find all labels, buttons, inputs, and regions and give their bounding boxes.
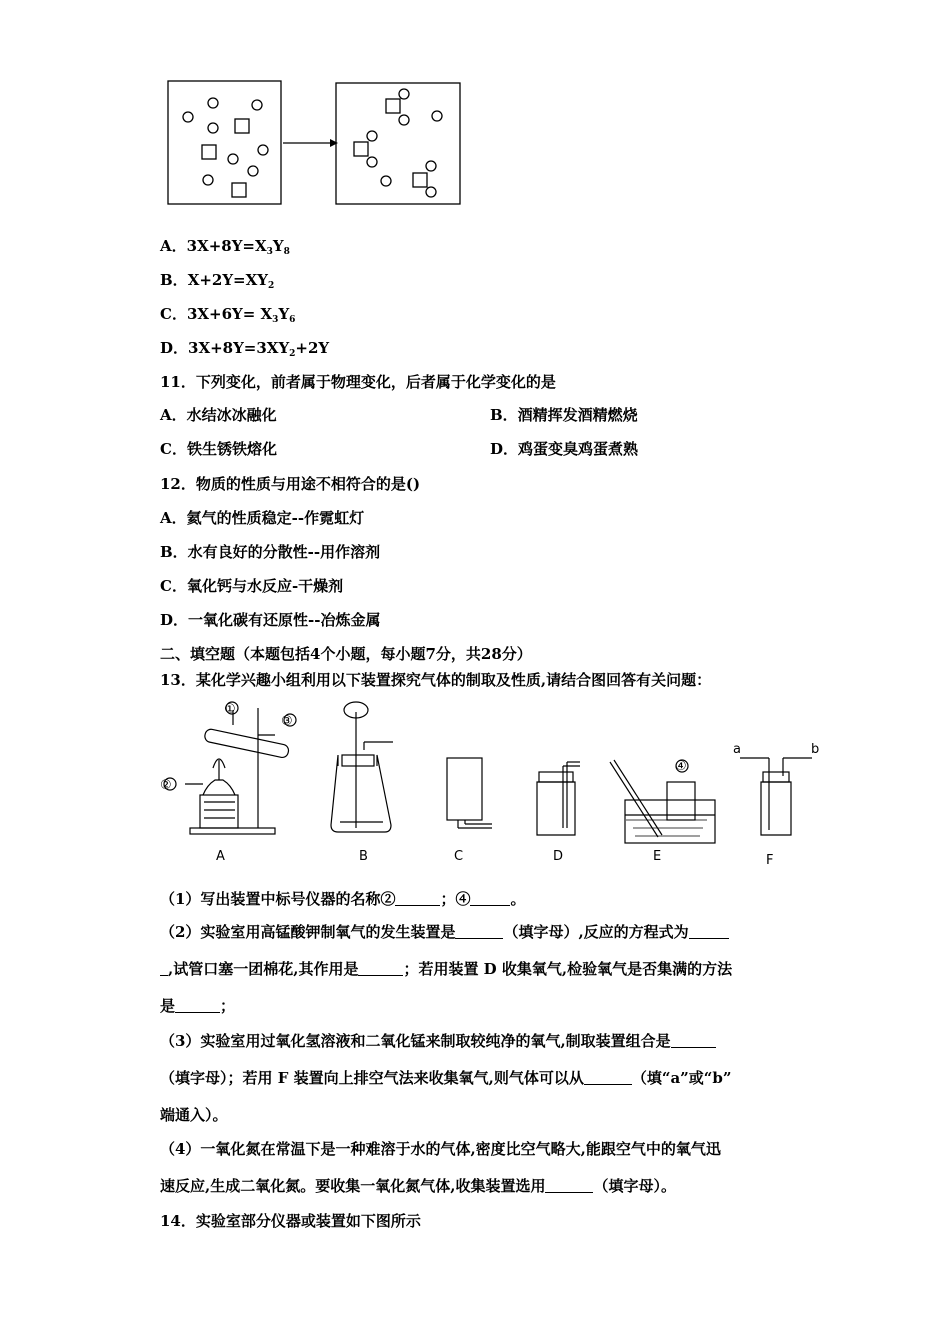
label-E: E <box>653 849 662 864</box>
q13-part1: （1）写出装置中标号仪器的名称② ；④ 。 <box>160 890 526 908</box>
label-A: A <box>216 849 225 864</box>
q10-option-c: C．$3X+6Y= X_3Y_6$ <box>160 305 296 325</box>
label-C: C <box>454 849 464 864</box>
q12-option-d: D．一氧化碳有还原性--冶炼金属 <box>160 611 381 629</box>
section-title: 二、填空题（本题包括4个小题，每小题7分，共28分） <box>160 645 532 663</box>
apparatus-diagram <box>155 700 835 850</box>
q14-stem: 14．实验室部分仪器或装置如下图所示 <box>160 1212 421 1230</box>
answer-blank[interactable] <box>584 1070 632 1085</box>
marker-1: ① <box>224 702 236 717</box>
q13-part4-line2: 速反应,生成二氧化氮。要收集一氧化氮气体,收集装置选用 （填字母）。 <box>160 1177 676 1195</box>
q13-part2-line2: ,试管口塞一团棉花,其作用是 ；若用装置 D 收集氧气,检验氧气是否集满的方法 <box>160 959 732 979</box>
q12-stem: 12．物质的性质与用途不相符合的是() <box>160 475 421 493</box>
q11-option-c: C．铁生锈铁熔化 <box>160 440 277 458</box>
marker-3: ③ <box>281 714 293 729</box>
q13-part4-line1: （4）一氧化氮在常温下是一种难溶于水的气体,密度比空气略大,能跟空气中的氧气迅 <box>160 1140 721 1158</box>
answer-blank[interactable] <box>455 924 503 939</box>
port-b: b <box>811 742 820 757</box>
marker-4: ④ <box>675 759 687 774</box>
q13-part2-line1: （2）实验室用高锰酸钾制氧气的发生装置是 （填字母）,反应的方程式为 <box>160 922 729 942</box>
answer-blank[interactable] <box>358 961 403 976</box>
q12-option-b: B．水有良好的分散性--用作溶剂 <box>160 543 381 561</box>
answer-blank[interactable] <box>545 1178 593 1193</box>
answer-blank[interactable] <box>160 961 168 976</box>
label-D: D <box>553 849 564 864</box>
q12-option-c: C．氧化钙与水反应-干燥剂 <box>160 577 344 595</box>
q13-part3-line3: 端通入）。 <box>160 1106 228 1124</box>
marker-2: ② <box>160 778 172 793</box>
answer-blank[interactable] <box>671 1033 716 1048</box>
q13-part2-line3: 是 ； <box>160 997 236 1015</box>
q10-option-a: A．$3X+8Y=X_3Y_8$ <box>160 237 290 257</box>
answer-blank[interactable] <box>395 891 440 906</box>
answer-blank[interactable] <box>470 891 510 906</box>
port-a: a <box>733 742 741 757</box>
q13-part3-line2: （填字母）；若用 F 装置向上排空气法来收集氧气,则气体可以从 （填“a”或“b” <box>160 1069 732 1087</box>
answer-blank[interactable] <box>175 998 220 1013</box>
answer-blank[interactable] <box>689 924 729 939</box>
q12-option-a: A．氦气的性质稳定--作霓虹灯 <box>160 509 365 527</box>
particle-diagram <box>160 75 470 210</box>
q11-option-b: B．酒精挥发酒精燃烧 <box>490 406 638 424</box>
q11-option-a: A．水结冰冰融化 <box>160 406 277 424</box>
label-F: F <box>766 853 774 868</box>
label-B: B <box>359 849 368 864</box>
q13-stem: 13．某化学兴趣小组利用以下装置探究气体的制取及性质,请结合图回答有关问题： <box>160 671 712 689</box>
q10-option-d: D．$3X+8Y=3XY_2+2Y$ <box>160 339 330 359</box>
q11-option-d: D．鸡蛋变臭鸡蛋煮熟 <box>490 440 639 458</box>
q13-part3-line1: （3）实验室用过氧化氢溶液和二氧化锰来制取较纯净的氧气,制取装置组合是 <box>160 1031 716 1051</box>
q11-stem: 11．下列变化，前者属于物理变化，后者属于化学变化的是 <box>160 373 556 391</box>
q10-option-b: B．$X+2Y=XY_2$ <box>160 271 275 291</box>
